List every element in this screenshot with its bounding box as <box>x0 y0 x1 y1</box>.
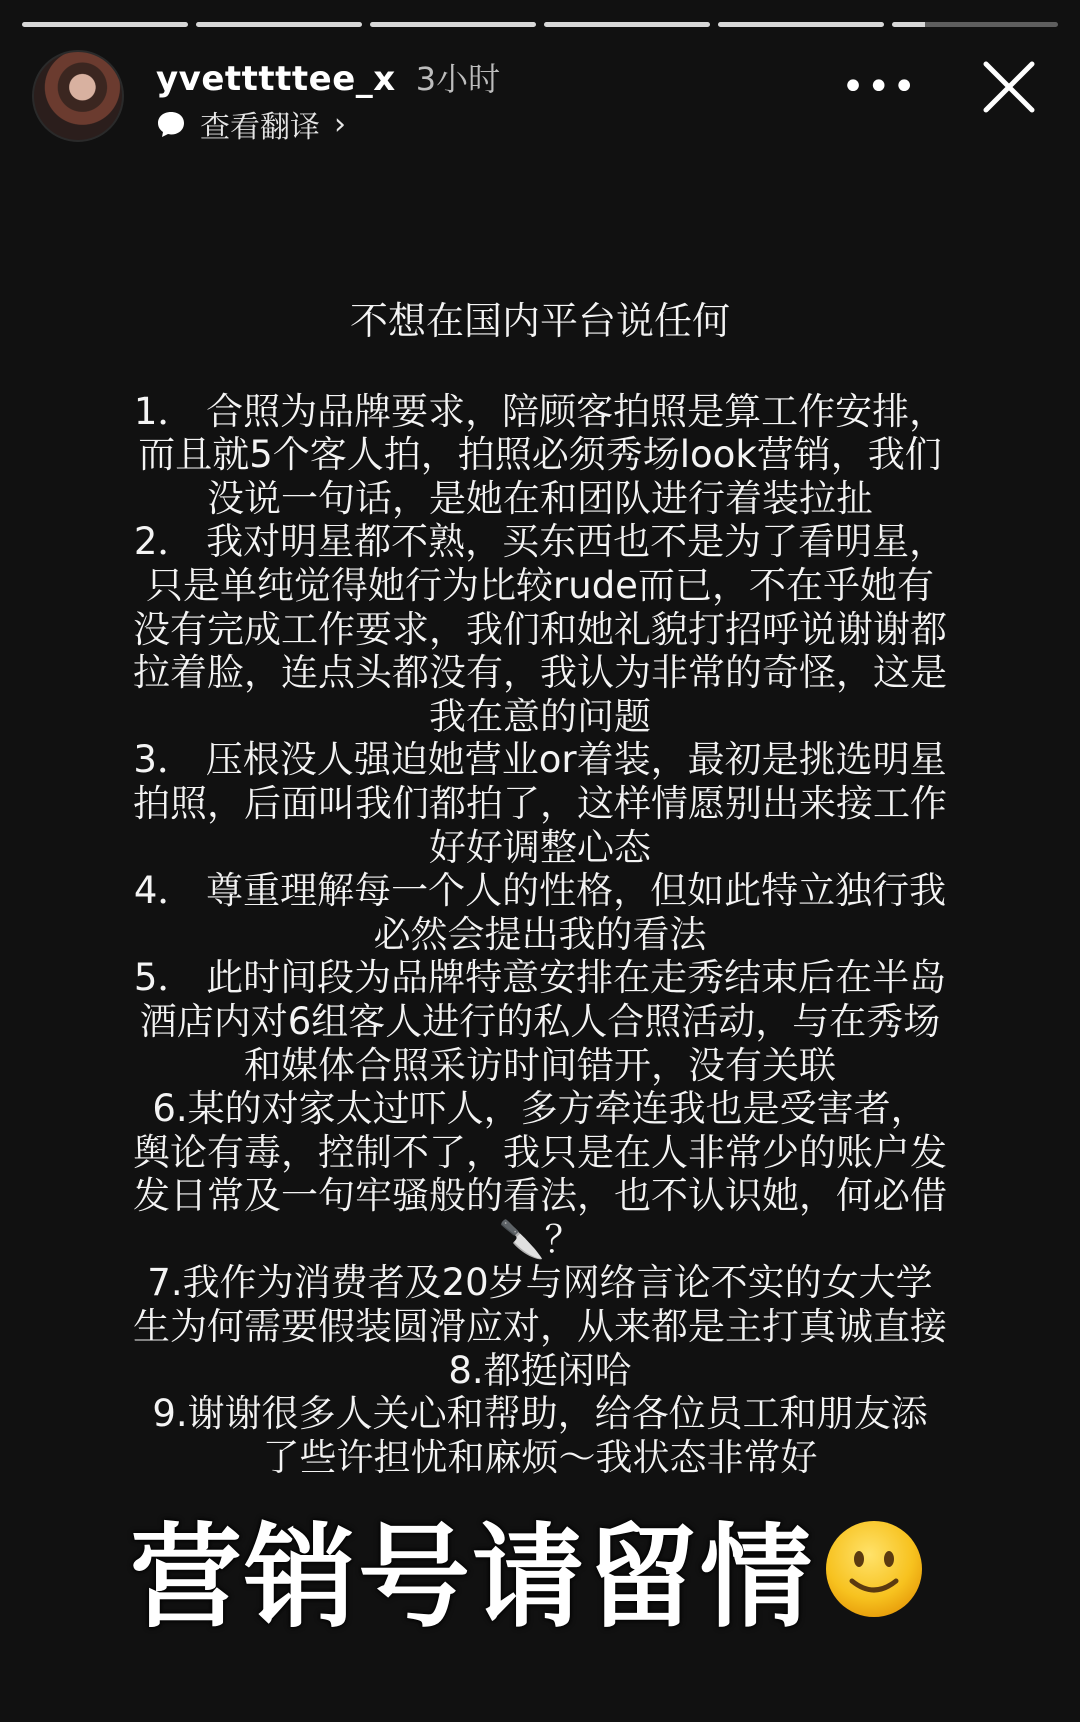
overlay-caption <box>130 1488 926 1649</box>
text-line: 舆论有毒，控制不了，我只是在人非常少的账户发 <box>133 1130 947 1174</box>
story-text <box>66 300 1014 1479</box>
close-icon[interactable] <box>978 56 1040 118</box>
time-ago: 3小时 <box>415 60 501 98</box>
text-line: 我在意的问题 <box>429 694 651 738</box>
text-line: 9.谢谢很多人关心和帮助，给各位员工和朋友添 <box>152 1392 928 1436</box>
user-line <box>156 54 500 100</box>
text-line: 好好调整心态 <box>429 825 651 869</box>
text-line: 和媒体合照采访时间错开，没有关联 <box>244 1043 836 1087</box>
text-line: 1． 合照为品牌要求，陪顾客拍照是算工作安排， <box>133 389 947 433</box>
text-line: 没有完成工作要求，我们和她礼貌打招呼说谢谢都 <box>133 607 947 651</box>
text-line: 4． 尊重理解每一个人的性格，但如此特立独行我 <box>133 869 947 913</box>
post-title: 不想在国内平台说任何 <box>349 299 730 343</box>
see-translation-button[interactable] <box>156 102 346 146</box>
progress-segment <box>22 22 188 27</box>
text-line: 只是单纯觉得她行为比较rude而已，不在乎她有 <box>146 563 934 607</box>
progress-segment-current <box>892 22 1058 27</box>
text-line: 必然会提出我的看法 <box>373 912 707 956</box>
story-header <box>32 50 1058 150</box>
text-line: 3． 压根没人强迫她营业or着装，最初是挑选明星 <box>133 738 947 782</box>
text-line: 而且就5个客人拍，拍照必须秀场look营销，我们 <box>138 433 942 477</box>
text-line: 拉着脸，连点头都没有，我认为非常的奇怪，这是 <box>133 651 947 695</box>
text-line: 7.我作为消费者及20岁与网络言论不实的女大学 <box>147 1261 933 1305</box>
text-line: 没说一句话，是她在和团队进行着装拉扯 <box>207 476 873 520</box>
progress-segment <box>196 22 362 27</box>
text-line: 了些许担忧和麻烦～我状态非常好 <box>262 1435 818 1479</box>
see-translation-label: 查看翻译 <box>200 110 320 145</box>
text-line: 6.某的对家太过吓人，多方牵连我也是受害者， <box>152 1087 928 1131</box>
chevron-right-icon: › <box>334 106 346 142</box>
text-line: 生为何需要假装圆滑应对，从来都是主打真诚直接 <box>133 1305 947 1349</box>
text-line: 🔪？ <box>498 1217 582 1261</box>
username[interactable]: yvetttttee_x <box>156 59 396 99</box>
text-line: 2． 我对明星都不熟，买东西也不是为了看明星， <box>133 520 947 564</box>
progress-segment <box>718 22 884 27</box>
text-line: 5． 此时间段为品牌特意安排在走秀结束后在半岛 <box>133 956 947 1000</box>
text-line: 酒店内对6组客人进行的私人合照活动，与在秀场 <box>139 999 941 1043</box>
story-progress-bar <box>22 22 1058 27</box>
text-line: 发日常及一句牢骚般的看法，也不认识她，何必借 <box>133 1174 947 1218</box>
speech-bubble-icon <box>156 109 186 139</box>
avatar[interactable] <box>32 50 124 142</box>
text-line: 8.都挺闲哈 <box>448 1348 632 1392</box>
overlay-caption-text: 营销号请留情 <box>130 1513 814 1643</box>
text-line: 拍照，后面叫我们都拍了，这样情愿别出来接工作 <box>133 781 947 825</box>
more-options-icon[interactable]: ••• <box>841 64 918 110</box>
progress-segment <box>544 22 710 27</box>
progress-segment <box>370 22 536 27</box>
smiling-face-icon <box>822 1517 926 1621</box>
